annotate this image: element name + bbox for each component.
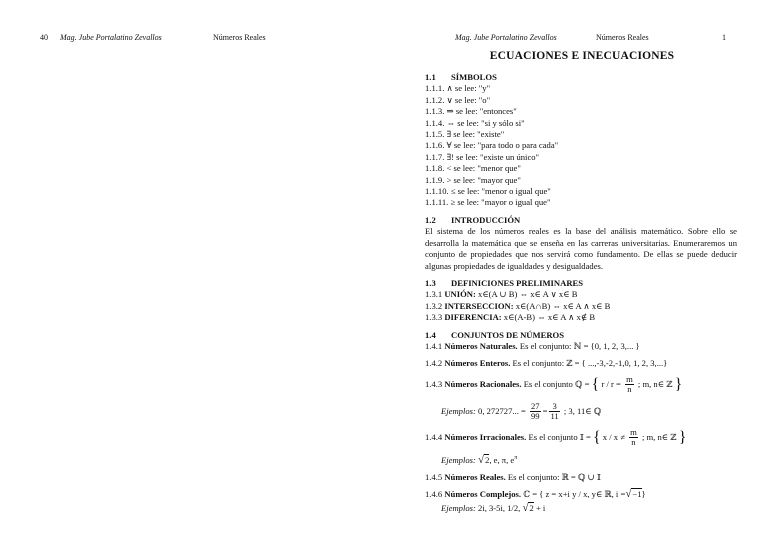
symbol-item: 1.1.6. ∀ se lee: "para todo o para cada" bbox=[425, 140, 559, 151]
definition-difference bbox=[425, 312, 737, 323]
item-formula: ℤ = { ...,-3,-2,-1,0, 1, 2, 3,...} bbox=[566, 358, 668, 369]
page-title: ECUACIONES E INECUACIONES bbox=[489, 50, 675, 62]
item-label: INTERSECCION: bbox=[444, 300, 514, 311]
item-number: 1.4.3 bbox=[425, 378, 443, 389]
example-values: 2i, 3-5i, 1/2, bbox=[478, 502, 521, 513]
section-number: 1.1 bbox=[425, 72, 436, 82]
item-number: 1.4.2 bbox=[425, 358, 443, 369]
symbol-item: 1.1.4. ⇔ se lee: "si y sólo si" bbox=[425, 117, 525, 128]
symbol-item: 1.1.9. > se lee: "mayor que" bbox=[425, 174, 521, 185]
right-author: Mag. Jube Portalatino Zevallos bbox=[455, 33, 557, 42]
item-number: 1.3.2 bbox=[425, 300, 443, 311]
fraction: $\frac{m}{n}$ bbox=[626, 374, 633, 395]
symbol-item: 1.1.3. ⇒ se lee: "entonces" bbox=[425, 106, 517, 117]
item-label: DIFERENCIA: bbox=[444, 312, 502, 323]
item-formula: x∈(A ∪ B) ⇔ x∈ A ∨ x∈ B bbox=[478, 289, 578, 300]
racionales-example: Ejemplos: 0, 272727... = $\frac{27}{99}$ = $\frac{3}{11}$ ; 3, 11∈ ℚ bbox=[441, 401, 602, 422]
item-text: Es el conjunto bbox=[523, 378, 573, 389]
item-label: Números Irracionales. bbox=[444, 431, 527, 442]
section-number: 1.2 bbox=[425, 214, 436, 225]
sqrt-icon: √ bbox=[478, 453, 485, 466]
symbol-item: 1.1.11. ≥ se lee: "mayor o igual que" bbox=[425, 197, 551, 208]
item-formula: ℂ = { z = x+i y / x, y∈ ℝ, i = bbox=[523, 489, 626, 500]
open-brace: { bbox=[592, 428, 601, 446]
set-condition: r / r = bbox=[601, 378, 621, 389]
fraction: $\frac{3}{11}$ bbox=[550, 401, 559, 422]
example-label: Ejemplos: bbox=[441, 502, 476, 513]
symbol-item: 1.1.10. ≤ se lee: "menor o igual que" bbox=[425, 186, 551, 197]
section-title: CONJUNTOS DE NÚMEROS bbox=[451, 329, 565, 340]
irracionales-example: Ejemplos: √2, e, π, $e^\pi$ bbox=[441, 453, 518, 466]
item-number: 1.3.3 bbox=[425, 312, 443, 323]
item-text: Es el conjunto: bbox=[512, 358, 565, 369]
item-number: 1.4.4 bbox=[425, 431, 443, 442]
fraction: $\frac{27}{99}$ bbox=[531, 401, 540, 422]
definition-union bbox=[425, 289, 737, 300]
symbol-item: 1.1.8. < se lee: "menor que" bbox=[425, 163, 521, 174]
item-number: 1.4.5 bbox=[425, 472, 443, 483]
intro-paragraph: El sistema de los números reales es la base del análisis matemático. Sobre ello se desarrolla la matemática que se enseña en las carreras universitarias. Enumeraremos un conjunto de propiedades que nos servirá como fundamento. De ellas se puede deducir algunas propiedades de igualdades y desigualdades. bbox=[425, 226, 737, 271]
item-label: Números Racionales. bbox=[444, 378, 522, 389]
complejos-example: Ejemplos: 2i, 3-5i, 1/2, √2 + i bbox=[441, 501, 546, 514]
item-label: Números Reales. bbox=[444, 472, 506, 483]
example-label: Ejemplos: bbox=[441, 454, 476, 465]
set-condition-rest: ; m, n∈ ℤ bbox=[641, 431, 677, 442]
item-number: 1.3.1 bbox=[425, 289, 443, 300]
set-racionales bbox=[425, 373, 737, 396]
section-definitions-heading bbox=[425, 278, 737, 289]
section-title: DEFINICIONES PRELIMINARES bbox=[451, 277, 584, 288]
set-symbol: 𝕀 = bbox=[579, 431, 591, 442]
section-number: 1.4 bbox=[425, 329, 436, 340]
left-page-number: 40 bbox=[40, 33, 48, 42]
section-title: SÍMBOLOS bbox=[451, 72, 497, 82]
set-irracionales bbox=[425, 426, 737, 449]
close-brace: } bbox=[674, 375, 683, 393]
item-formula: x∈(A∩B) ⇔ x∈ A ∧ x∈ B bbox=[515, 300, 611, 311]
example-decimal: 0, 272727... = bbox=[478, 405, 526, 416]
symbols-list bbox=[425, 83, 737, 208]
symbol-item: 1.1.2. ∨ se lee: "o" bbox=[425, 94, 491, 105]
open-brace: { bbox=[591, 375, 600, 393]
item-text: Es el conjunto: bbox=[519, 340, 572, 351]
right-page-number: 1 bbox=[722, 33, 726, 42]
definition-intersection bbox=[425, 301, 737, 312]
fraction: $\frac{m}{n}$ bbox=[630, 427, 637, 448]
left-author: Mag. Jube Portalatino Zevallos bbox=[60, 33, 162, 42]
item-label: Números Naturales. bbox=[444, 340, 518, 351]
close-brace: } bbox=[678, 428, 687, 446]
set-condition-rest: ; m, n∈ ℤ bbox=[637, 378, 673, 389]
symbol-item: 1.1.1. ∧ se lee: "y" bbox=[425, 83, 491, 94]
sqrt-icon: √ bbox=[522, 501, 529, 514]
item-label: Números Complejos. bbox=[444, 489, 522, 500]
set-complejos: 1.4.6 Números Complejos. ℂ = { z = x+i y / x, y∈ ℝ, i =√−1} bbox=[425, 488, 646, 501]
item-formula: ℕ = {0, 1, 2, 3,... } bbox=[573, 340, 640, 351]
set-symbol: ℚ = bbox=[575, 378, 590, 389]
example-rest: ; 3, 11∈ ℚ bbox=[563, 405, 602, 416]
section-symbols-heading bbox=[425, 72, 737, 83]
example-label: Ejemplos: bbox=[441, 405, 476, 416]
header-left bbox=[40, 33, 162, 42]
item-label: Números Enteros. bbox=[444, 358, 511, 369]
section-intro-heading bbox=[425, 215, 737, 226]
set-reales bbox=[425, 472, 737, 483]
item-formula: ℝ = ℚ ∪ 𝕀 bbox=[561, 472, 601, 483]
sqrt-icon: √ bbox=[625, 488, 632, 501]
section-sets-heading bbox=[425, 330, 737, 341]
section-number: 1.3 bbox=[425, 277, 436, 288]
set-naturales bbox=[425, 341, 737, 352]
item-number: 1.4.6 bbox=[425, 489, 443, 500]
item-number: 1.4.1 bbox=[425, 340, 443, 351]
sqrt-value: −1 bbox=[632, 489, 642, 500]
set-condition: x / x ≠ bbox=[602, 431, 625, 442]
item-label: UNIÓN: bbox=[444, 289, 476, 300]
content-column bbox=[425, 72, 737, 514]
right-subject: Números Reales bbox=[596, 33, 649, 42]
item-formula: x∈(A-B) ⇔ x∈ A ∧ x∉ B bbox=[503, 312, 596, 323]
left-subject: Números Reales bbox=[213, 33, 266, 42]
item-text: Es el conjunto bbox=[528, 431, 578, 442]
item-text: Es el conjunto: bbox=[507, 472, 560, 483]
section-title: INTRODUCCIÓN bbox=[451, 214, 521, 225]
set-enteros bbox=[425, 358, 737, 369]
symbol-item: 1.1.7. ∃! se lee: "existe un único" bbox=[425, 151, 540, 162]
symbol-item: 1.1.5. ∃ se lee: "existe" bbox=[425, 129, 505, 140]
